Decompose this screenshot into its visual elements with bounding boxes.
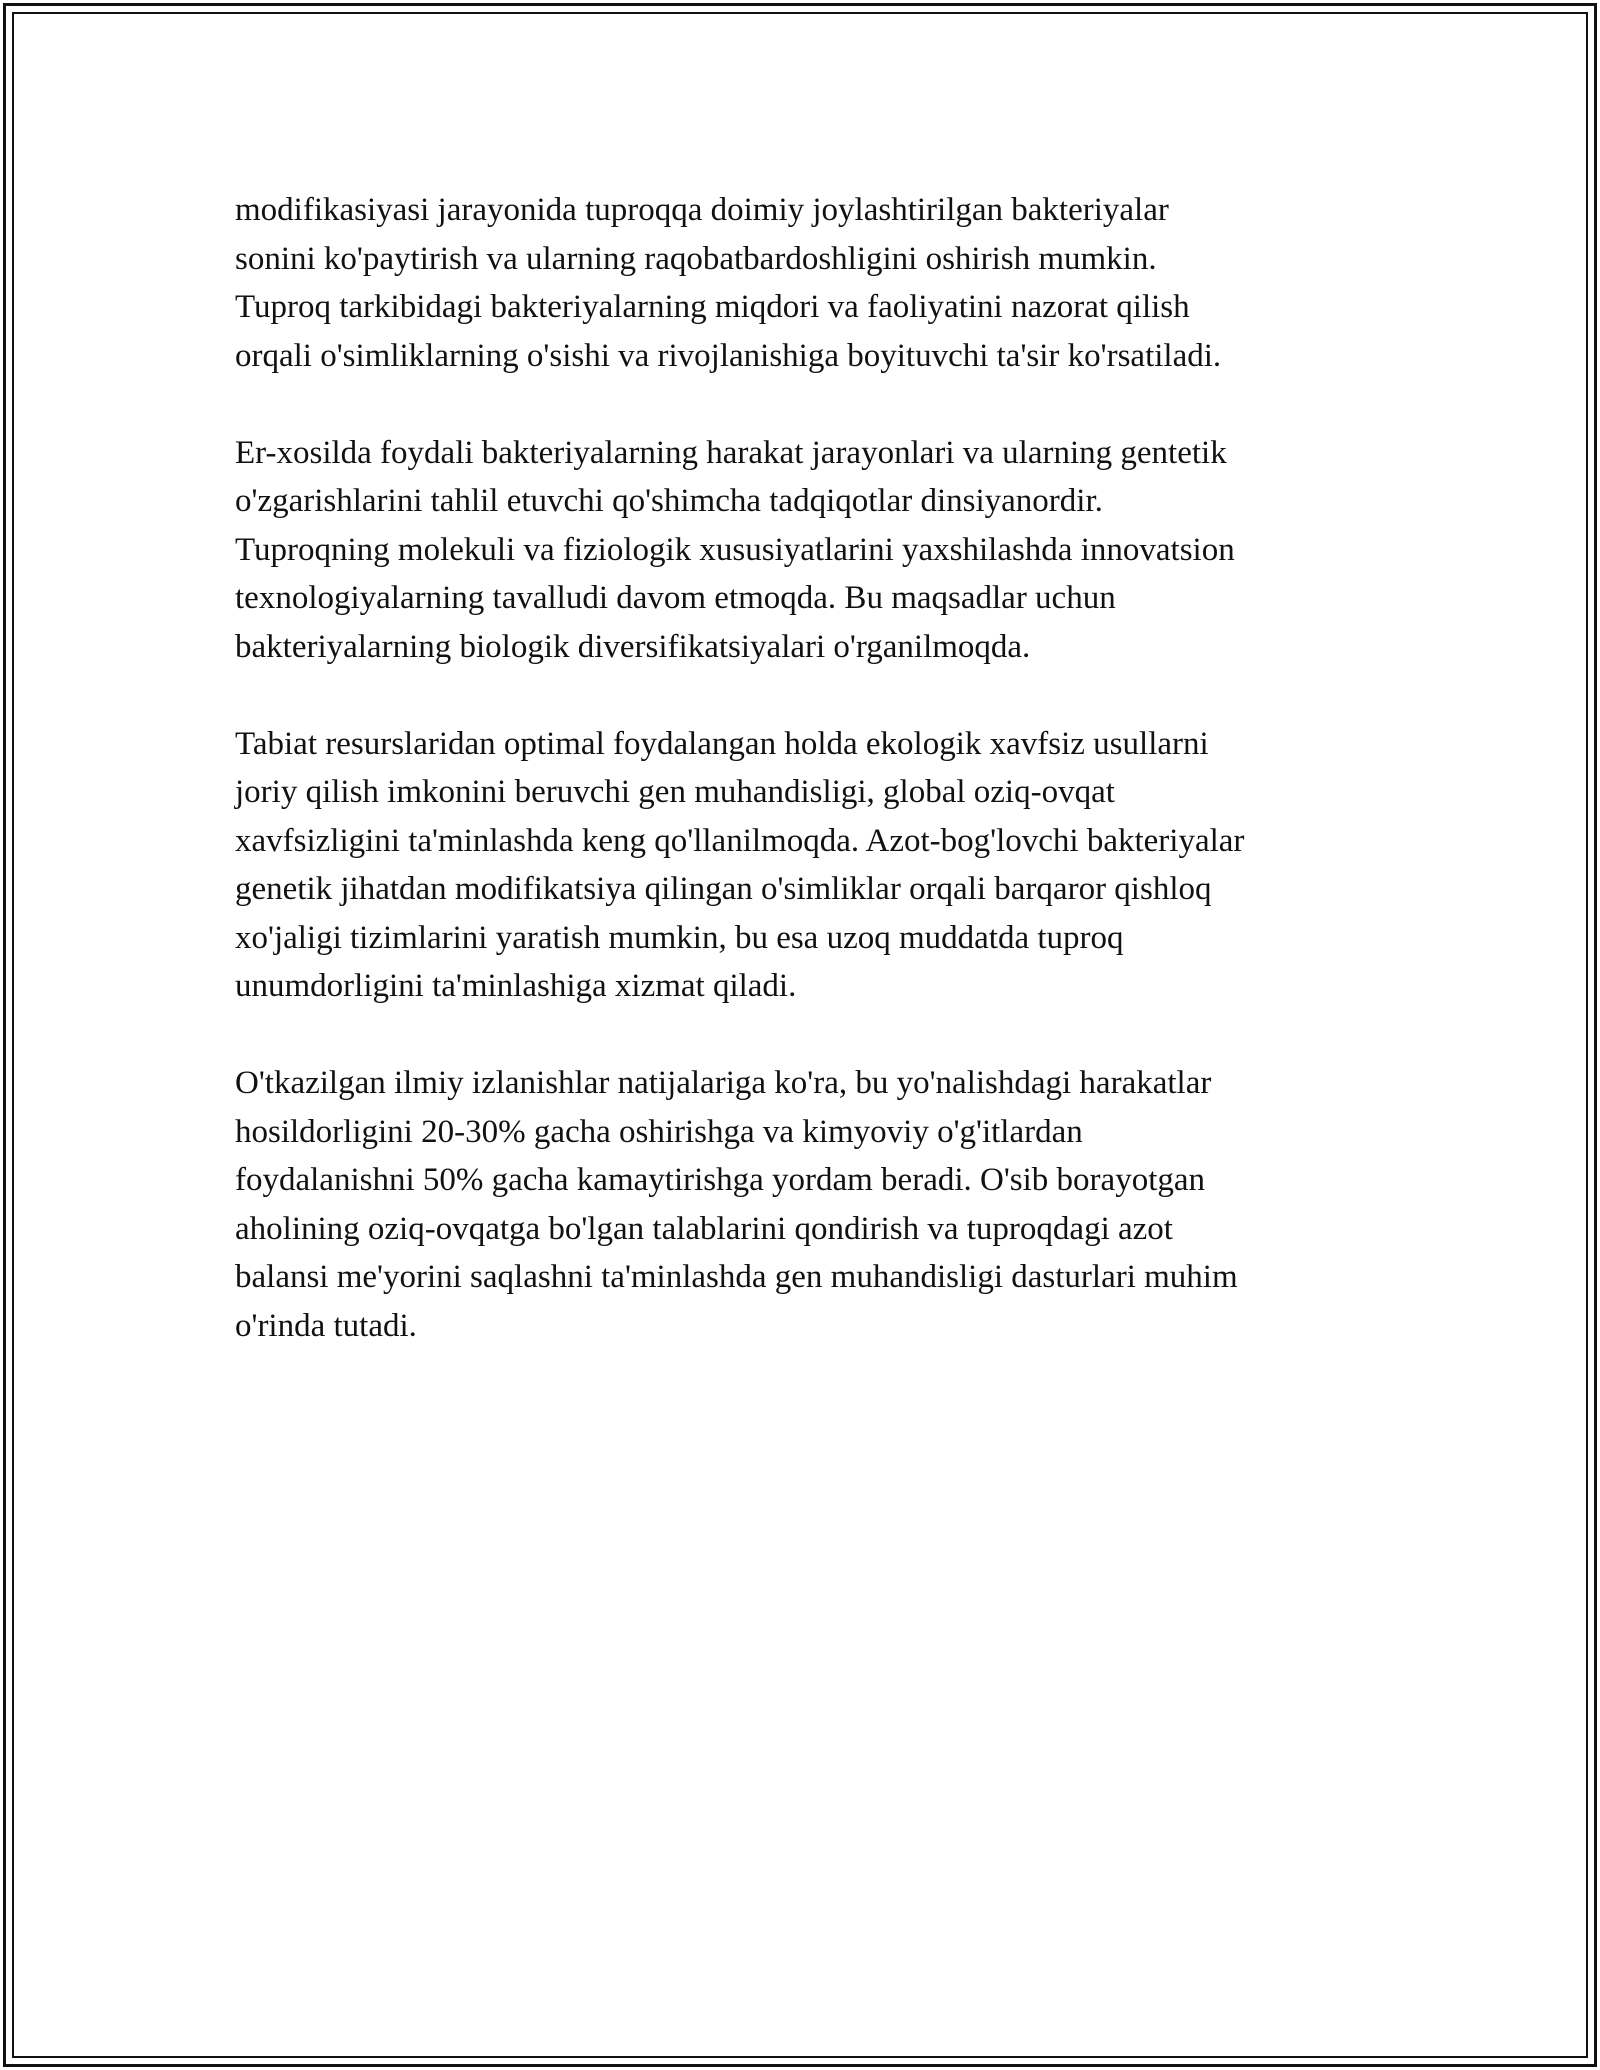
paragraph-2: Er-xosilda foydali bakteriyalarning harakat jarayonlari va ularning gentetik o'zgarishlarini tahlil etuvchi qo'shimcha tadqiqotlar dinsiyanordir. Tuproqning molekuli va fiziologik xususiyatlarini yaxshilashda innovatsion texnologiyalarning tavalludi davom etmoqda. Bu maqsadlar uchun bakteriyalarning biologik diversifikatsiyalari o'rganilmoqda. [235, 434, 1235, 665]
paragraph-3: Tabiat resurslaridan optimal foydalangan holda ekologik xavfsiz usullarni joriy qilish imkonini beruvchi gen muhandisligi, global oziq-ovqat xavfsizligini ta'minlashda keng qo'llanilmoqda. Azot-bog'lovchi bakteriyalar genetik jihatdan modifikatsiya qilingan o'simliklar orqali barqaror qishloq xo'jaligi tizimlarini yaratish mumkin, bu esa uzoq muddatda tuproq unumdorligini ta'minlashiga xizmat qiladi. [235, 725, 1245, 1004]
paragraph-1: modifikasiyasi jarayonida tuproqqa doimiy joylashtirilgan bakteriyalar sonini ko'paytirish va ularning raqobatbardoshligini oshirish mumkin. Tuproq tarkibidagi bakteriyalarning miqdori va faoliyatini nazorat qilish orqali o'simliklarning o'sishi va rivojlanishiga boyituvchi ta'sir ko'rsatiladi. [235, 192, 1222, 374]
document-body [235, 186, 1375, 1399]
paragraph-4: O'tkazilgan ilmiy izlanishlar natijalariga ko'ra, bu yo'nalishdagi harakatlar hosildorligini 20-30% gacha oshirishga va kimyoviy o'g'itlardan foydalanishni 50% gacha kamaytirishga yordam beradi. O'sib borayotgan aholining oziq-ovqatga bo'lgan talablarini qondirish va tuproqdagi azot balansi me'yorini saqlashni ta'minlashda gen muhandisligi dasturlari muhim o'rinda tutadi. [235, 1065, 1238, 1344]
